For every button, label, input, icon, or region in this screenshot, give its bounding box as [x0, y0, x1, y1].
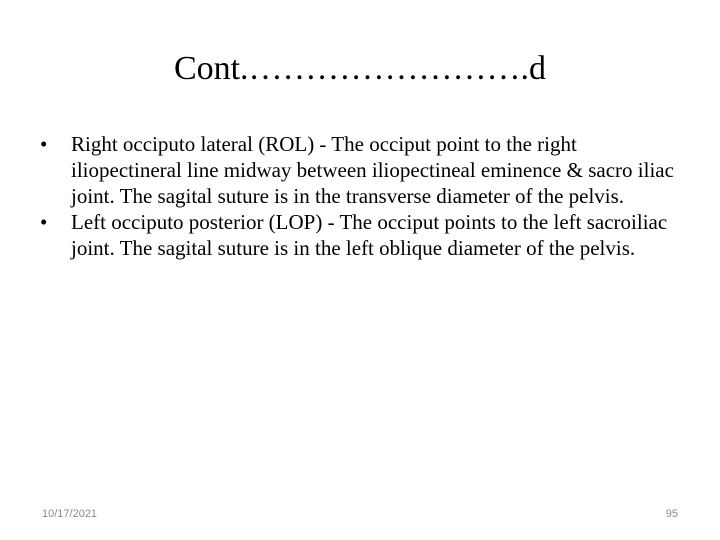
- bullet-item: [40, 131, 690, 209]
- slide-title: Cont.…………………….d: [173, 50, 547, 87]
- footer-date: 10/17/2021: [42, 508, 98, 520]
- bullet-text: Left occiputo posterior (LOP) - The occiput points to the left sacroiliac joint. The sagital suture is in the left oblique diameter of the pelvis.: [71, 210, 668, 260]
- bullet-text: Right occiputo lateral (ROL) - The occiput point to the right iliopectineral line midway between iliopectineal eminence & sacro iliac joint. The sagital suture is in the transverse diameter of the pelvis.: [71, 132, 674, 208]
- bullet-item: [40, 209, 690, 261]
- bullet-marker: •: [40, 210, 48, 234]
- bullet-marker: •: [40, 132, 48, 156]
- page-number: 95: [665, 508, 678, 520]
- bullet-list: [40, 131, 690, 261]
